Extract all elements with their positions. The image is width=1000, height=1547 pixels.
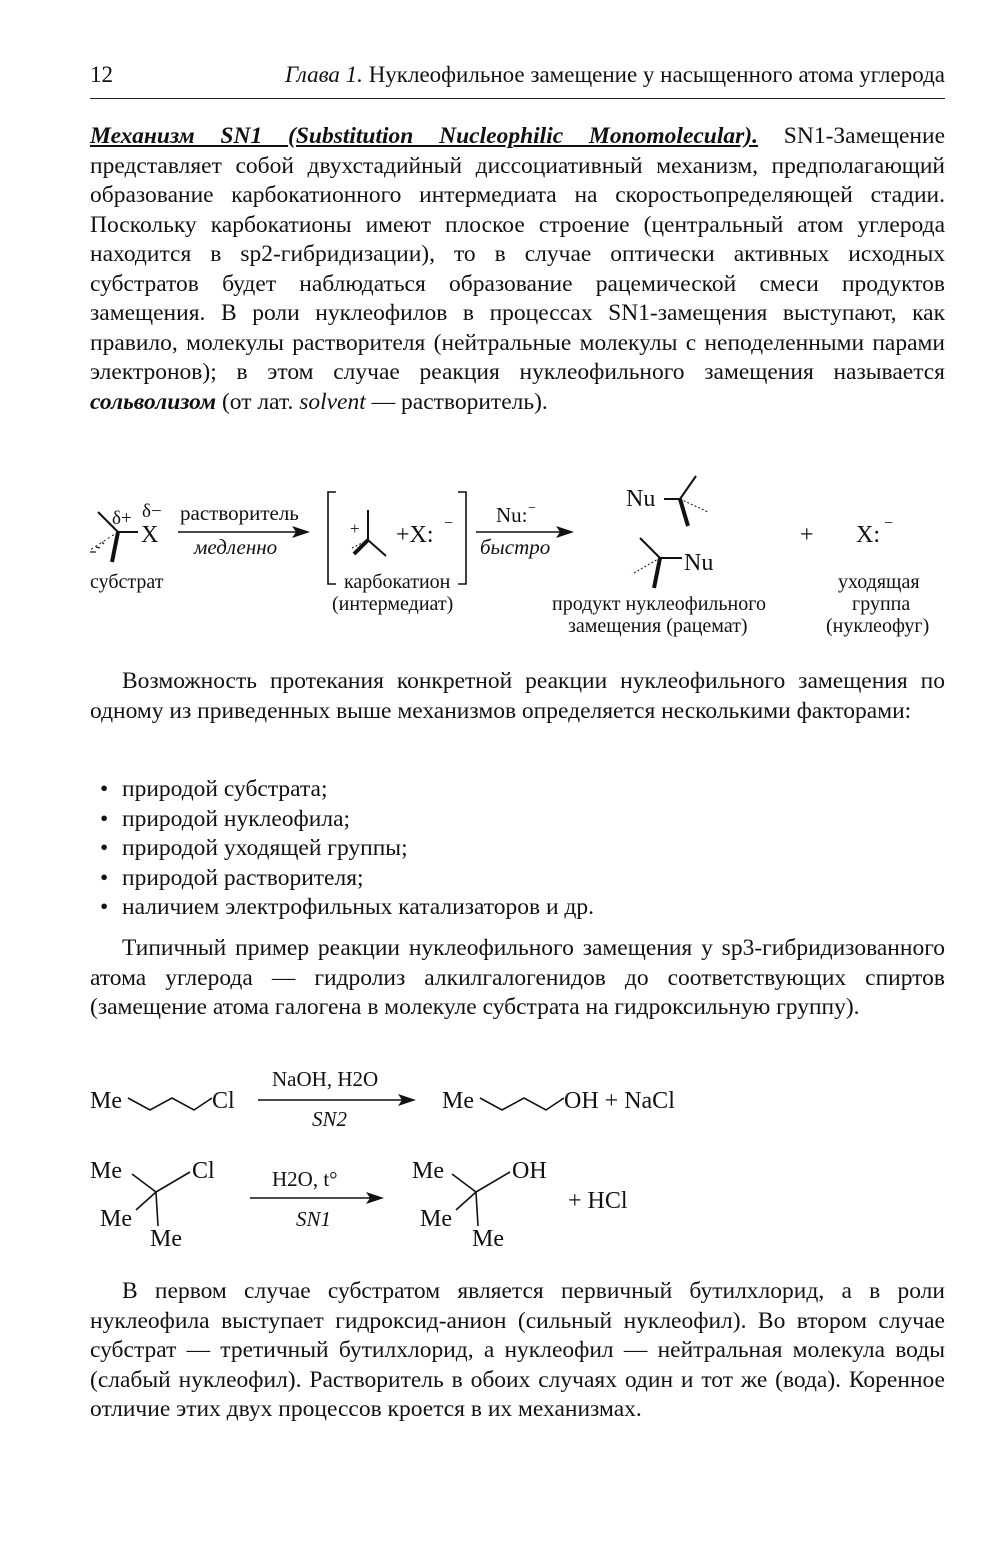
r1-left-chain <box>128 1098 212 1110</box>
r2-mechanism: SN1 <box>296 1207 332 1231</box>
bracket-right <box>458 492 466 584</box>
scheme-plus: + <box>800 522 814 548</box>
chapter-title <box>285 62 945 88</box>
product-nu-bottom: Nu <box>684 550 714 576</box>
r2-me-left: Me <box>100 1206 132 1232</box>
list-item: • природой субстрата; <box>90 775 594 805</box>
delta-minus: δ− <box>142 501 162 522</box>
r2-p-me-top: Me <box>412 1158 444 1184</box>
product1-structure <box>664 476 696 526</box>
sn1-text-3: — растворитель). <box>371 388 548 415</box>
product-anion-charge: − <box>884 515 894 532</box>
list-item: • природой нуклеофила; <box>90 805 594 835</box>
r2-p-oh: OH <box>512 1158 547 1184</box>
label-substrate: субстрат <box>90 571 164 593</box>
product2-structure <box>640 538 682 588</box>
label-product-1: продукт нуклеофильного <box>552 593 766 615</box>
factors-list <box>90 775 594 923</box>
r2-me-bottom: Me <box>150 1226 182 1252</box>
hydrolysis-reactions <box>0 1062 1000 1262</box>
r2-byproduct: + HCl <box>568 1188 628 1214</box>
product-nu-top: Nu <box>626 486 656 512</box>
r2-substrate-bonds <box>132 1172 190 1226</box>
r1-left-cl: Cl <box>212 1088 235 1114</box>
label-cation-1: карбокатион <box>344 571 451 593</box>
sn1-text-1: SN1-Замещение представляет собой двухстадийный диссоциативный механизм, предполагающий образование карбокатионного интермедиата на скоростьопределяющей стадии. Поскольку карбокатионы имеют плоское строение (центральный атом углерода находится в sp2-гибридизации), то в случае оптически активных исходных субстратов будет наблюдаться образование рацемической смеси продуктов замещения. В роли нуклеофилов в процессах SN1-замещения выступают, как правило, молекулы растворителя (нейтральные молекулы с неподеленными парами электронов); в этом случае реакция нуклеофильного замещения называется <box>90 123 946 385</box>
sn1-text-2: (от лат. <box>221 388 294 415</box>
r1-left-me: Me <box>90 1088 122 1114</box>
list-item: • природой уходящей группы; <box>90 834 594 864</box>
r1-right-chain <box>480 1098 564 1110</box>
latin-word: solvent <box>299 388 366 415</box>
label-leaving-1: уходящая <box>838 571 920 593</box>
factors-intro <box>90 667 945 726</box>
page-number: 12 <box>90 62 113 87</box>
anion-x: +X: <box>396 522 434 548</box>
label-leaving-3: (нуклеофуг) <box>826 615 930 637</box>
label-product-2: замещения (рацемат) <box>568 615 748 637</box>
leaving-atom: X <box>141 522 159 548</box>
r1-right-me: Me <box>442 1088 474 1114</box>
conclusion-paragraph <box>90 1277 945 1425</box>
bracket-left <box>328 492 336 584</box>
running-header <box>90 62 945 99</box>
step2-nucleophile: Nu: <box>496 503 528 527</box>
example-intro <box>90 934 945 1023</box>
delta-plus: δ+ <box>112 508 132 529</box>
r2-p-me-left: Me <box>420 1206 452 1232</box>
product-anion: X: <box>856 522 880 548</box>
r2-p-me-bottom: Me <box>472 1226 504 1252</box>
label-leaving-2: группа <box>852 593 911 615</box>
r2-me-top: Me <box>90 1158 122 1184</box>
r1-right-oh: OH + NaCl <box>564 1088 675 1114</box>
step1-slow: медленно <box>194 535 278 559</box>
conclusion-text: В первом случае субстратом является первичный бутилхлорид, а в роли нуклеофила выступает гидроксид-анион (сильный нуклеофил). Во втором случае субстрат — третичный бутилхлорид, а нуклеофил — нейтральная молекула воды (слабый нуклеофил). Растворитель в обоих случаях один и тот же (вода). Коренное отличие этих двух процессов кроется в их механизмах. <box>90 1278 945 1422</box>
chapter-label: Глава 1. <box>284 62 363 87</box>
r2-reagent: H2O, t° <box>272 1167 338 1191</box>
anion-charge: − <box>444 515 454 532</box>
step1-solvent: растворитель <box>180 501 299 525</box>
factors-intro-text: Возможность протекания конкретной реакции нуклеофильного замещения по одному из приведенных выше механизмов определяется несколькими факторами: <box>90 668 945 724</box>
solvolysis-term: сольволизом <box>90 388 217 415</box>
cation-plus: + <box>350 519 360 538</box>
list-item: • наличием электрофильных катализаторов и др. <box>90 893 594 923</box>
step2-fast: быстро <box>480 535 551 559</box>
sn1-paragraph <box>90 122 945 417</box>
label-cation-2: (интермедиат) <box>332 593 454 615</box>
step2-charge: − <box>528 501 536 516</box>
section-heading: Механизм SN1 (Substitution Nucleophilic Monomolecular). <box>90 123 759 149</box>
sn1-scheme <box>0 462 1000 647</box>
chapter-name: Нуклеофильное замещение у насыщенного атома углерода <box>368 62 945 87</box>
r1-mechanism: SN2 <box>312 1107 348 1131</box>
list-item: • природой растворителя; <box>90 864 594 894</box>
r1-reagent: NaOH, H2O <box>272 1067 379 1091</box>
example-intro-text: Типичный пример реакции нуклеофильного замещения у sp3-гибридизованного атома углерода — гидролиз алкилгалогенидов до соответствующих спиртов (замещение атома галогена в молекуле субстрата на гидроксильную группу). <box>90 935 945 1020</box>
r2-cl: Cl <box>192 1158 215 1184</box>
r2-product-bonds <box>452 1172 510 1226</box>
